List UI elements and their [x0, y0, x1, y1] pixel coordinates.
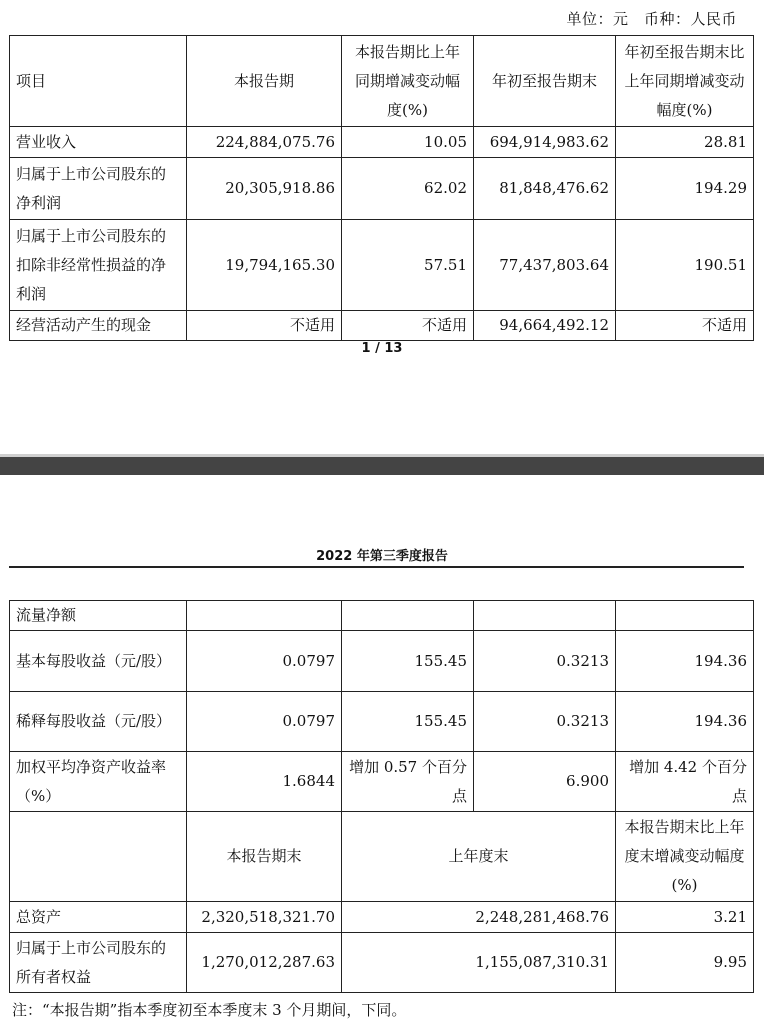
- financial-data-table-1: [9, 35, 754, 341]
- table-row: [10, 158, 754, 220]
- cell-value: [474, 601, 616, 631]
- table-header-row: [10, 812, 754, 902]
- row-label: 加权平均净资产收益率（%）: [10, 752, 187, 812]
- cell-value: 194.36: [616, 631, 754, 692]
- table-row: [10, 311, 754, 341]
- header-divider: [9, 566, 744, 568]
- cell-value: 1.6844: [187, 752, 342, 812]
- row-label: 归属于上市公司股东的扣除非经常性损益的净利润: [10, 220, 187, 311]
- cell-value: 2,320,518,321.70: [187, 902, 342, 933]
- cell-value: 0.0797: [187, 631, 342, 692]
- cell-value: 0.0797: [187, 692, 342, 752]
- header-period-change: 本报告期末比上年度末增减变动幅度(%): [616, 812, 754, 902]
- row-label: 稀释每股收益（元/股）: [10, 692, 187, 752]
- row-label: 基本每股收益（元/股）: [10, 631, 187, 692]
- cell-value: 94,664,492.12: [474, 311, 616, 341]
- table-row: [10, 902, 754, 933]
- currency-unit-line: 单位：元 币种：人民币: [566, 10, 737, 28]
- report-header-title: 2022 年第三季度报告: [316, 549, 448, 564]
- table-row: [10, 933, 754, 993]
- table-row: [10, 601, 754, 631]
- row-label: 营业收入: [10, 127, 187, 158]
- header-last-year-end: 上年度末: [342, 812, 616, 902]
- financial-data-table-2: [9, 600, 754, 993]
- cell-value: 10.05: [342, 127, 474, 158]
- header-current-change: 本报告期比上年同期增减变动幅度(%): [342, 36, 474, 127]
- cell-value: 6.900: [474, 752, 616, 812]
- row-label: 归属于上市公司股东的所有者权益: [10, 933, 187, 993]
- cell-value: 155.45: [342, 631, 474, 692]
- cell-value: 2,248,281,468.76: [342, 902, 616, 933]
- cell-value: 0.3213: [474, 631, 616, 692]
- cell-value: 155.45: [342, 692, 474, 752]
- cell-value: 1,270,012,287.63: [187, 933, 342, 993]
- row-label: 经营活动产生的现金: [10, 311, 187, 341]
- header-empty: [10, 812, 187, 902]
- cell-value: 0.3213: [474, 692, 616, 752]
- cell-value: 不适用: [187, 311, 342, 341]
- cell-value: 19,794,165.30: [187, 220, 342, 311]
- cell-value: 增加 4.42 个百分点: [616, 752, 754, 812]
- cell-value: [187, 601, 342, 631]
- cell-value: 62.02: [342, 158, 474, 220]
- cell-value: 694,914,983.62: [474, 127, 616, 158]
- cell-value: 224,884,075.76: [187, 127, 342, 158]
- row-label: 总资产: [10, 902, 187, 933]
- cell-value: 81,848,476.62: [474, 158, 616, 220]
- cell-value: 1,155,087,310.31: [342, 933, 616, 993]
- footnote: 注：“本报告期”指本季度初至本季度末 3 个月期间，下同。: [12, 1001, 407, 1019]
- cell-value: 不适用: [342, 311, 474, 341]
- cell-value: 20,305,918.86: [187, 158, 342, 220]
- cell-value: 194.29: [616, 158, 754, 220]
- cell-value: 增加 0.57 个百分点: [342, 752, 474, 812]
- table-header-row: [10, 36, 754, 127]
- table-row: [10, 220, 754, 311]
- cell-value: [342, 601, 474, 631]
- header-current-period: 本报告期: [187, 36, 342, 127]
- cell-value: 190.51: [616, 220, 754, 311]
- table-row: [10, 127, 754, 158]
- cell-value: 3.21: [616, 902, 754, 933]
- cell-value: 28.81: [616, 127, 754, 158]
- cell-value: 9.95: [616, 933, 754, 993]
- cell-value: 77,437,803.64: [474, 220, 616, 311]
- cell-value: 57.51: [342, 220, 474, 311]
- table-row: [10, 631, 754, 692]
- page-number: 1 / 13: [361, 341, 403, 356]
- row-label: 流量净额: [10, 601, 187, 631]
- cell-value: 不适用: [616, 311, 754, 341]
- table-row: [10, 752, 754, 812]
- cell-value: [616, 601, 754, 631]
- page-break-separator: [0, 457, 764, 475]
- header-item: 项目: [10, 36, 187, 127]
- row-label: 归属于上市公司股东的净利润: [10, 158, 187, 220]
- header-ytd-change: 年初至报告期末比上年同期增减变动幅度(%): [616, 36, 754, 127]
- table-row: [10, 692, 754, 752]
- header-ytd: 年初至报告期末: [474, 36, 616, 127]
- cell-value: 194.36: [616, 692, 754, 752]
- header-period-end: 本报告期末: [187, 812, 342, 902]
